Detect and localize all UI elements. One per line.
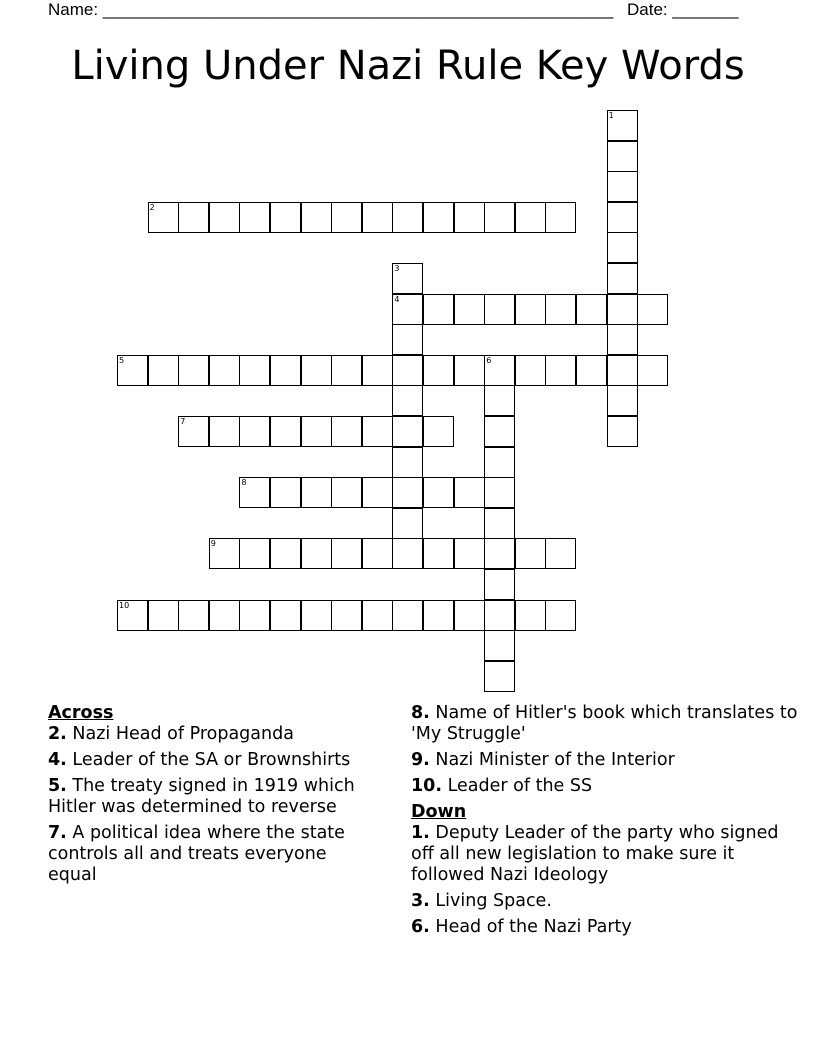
clue-text: Nazi Minister of the Interior (435, 750, 675, 770)
clue-text: Name of Hitler's book which translates to 'My Struggle' (411, 703, 798, 744)
grid-cell[interactable] (362, 600, 393, 631)
clue-text: Head of the Nazi Party (435, 917, 632, 937)
grid-cell[interactable] (117, 355, 148, 386)
clue-text: Nazi Head of Propaganda (72, 724, 294, 744)
grid-cell[interactable] (270, 355, 301, 386)
clue-down-6 (411, 917, 801, 938)
grid-cell[interactable] (301, 416, 332, 447)
clues-column-left (48, 703, 378, 891)
grid-cell[interactable] (392, 508, 423, 539)
grid-cell[interactable] (270, 416, 301, 447)
clue-down-3 (411, 891, 801, 912)
cell-number: 2 (149, 202, 155, 212)
grid-cell[interactable] (178, 416, 209, 447)
clue-down-1 (411, 823, 801, 886)
grid-cell[interactable] (607, 232, 638, 263)
grid-cell[interactable] (148, 600, 179, 631)
grid-cell[interactable] (423, 416, 454, 447)
grid-cell[interactable] (331, 202, 362, 233)
grid-cell[interactable] (178, 600, 209, 631)
clue-text: The treaty signed in 1919 which Hitler was determined to reverse (48, 776, 355, 817)
grid-cell[interactable] (209, 416, 240, 447)
name-line: Name: ______________________________________________________ (48, 0, 614, 19)
grid-cell[interactable] (515, 600, 546, 631)
grid-cell[interactable] (178, 202, 209, 233)
grid-cell[interactable] (209, 538, 240, 569)
clue-text: A political idea where the state controls all and treats everyone equal (48, 823, 345, 885)
grid-cell[interactable] (209, 355, 240, 386)
clue-number: 4. (48, 750, 67, 770)
grid-cell[interactable] (392, 294, 423, 325)
grid-cell[interactable] (239, 538, 270, 569)
crossword-grid (117, 110, 669, 692)
grid-cell[interactable] (178, 355, 209, 386)
clue-text: Leader of the SS (447, 776, 593, 796)
grid-cell[interactable] (484, 355, 515, 386)
grid-cell[interactable] (454, 600, 485, 631)
grid-cell[interactable] (362, 538, 393, 569)
clue-number: 9. (411, 750, 430, 770)
grid-cell[interactable] (362, 416, 393, 447)
cell-number: 8 (241, 478, 247, 488)
grid-cell[interactable] (607, 355, 638, 386)
grid-cell[interactable] (515, 202, 546, 233)
cell-number: 1 (608, 111, 614, 120)
grid-cell[interactable] (607, 171, 638, 202)
grid-cell[interactable] (301, 355, 332, 386)
down-heading: Down (411, 802, 467, 822)
grid-cell[interactable] (454, 355, 485, 386)
grid-cell[interactable] (392, 600, 423, 631)
clue-across-5 (48, 776, 378, 818)
grid-cell[interactable] (607, 416, 638, 447)
grid-cell[interactable] (484, 661, 515, 692)
grid-cell[interactable] (607, 294, 638, 325)
grid-cell[interactable] (239, 202, 270, 233)
grid-cell[interactable] (484, 477, 515, 508)
grid-cell[interactable] (607, 141, 638, 172)
grid-cell[interactable] (239, 355, 270, 386)
grid-cell[interactable] (392, 538, 423, 569)
grid-cell[interactable] (239, 477, 270, 508)
grid-cell[interactable] (362, 477, 393, 508)
grid-cell[interactable] (454, 477, 485, 508)
cell-number: 6 (486, 355, 492, 365)
clue-number: 2. (48, 724, 67, 744)
grid-cell[interactable] (515, 294, 546, 325)
grid-cell[interactable] (515, 355, 546, 386)
clue-across-4 (48, 750, 378, 771)
grid-cell[interactable] (392, 263, 423, 294)
clue-number: 6. (411, 917, 430, 937)
grid-cell[interactable] (607, 202, 638, 233)
clue-number: 1. (411, 823, 430, 843)
clue-text: Deputy Leader of the party who signed off all new legislation to make sure it followed Nazi Ideology (411, 823, 779, 885)
grid-cell[interactable] (545, 202, 576, 233)
grid-cell[interactable] (331, 600, 362, 631)
across-heading: Across (48, 703, 114, 723)
clue-across-10 (411, 776, 801, 797)
grid-cell[interactable] (331, 477, 362, 508)
cell-number: 3 (394, 264, 400, 273)
clue-number: 3. (411, 891, 430, 911)
grid-cell[interactable] (301, 600, 332, 631)
grid-cell[interactable] (270, 477, 301, 508)
grid-cell[interactable] (148, 202, 179, 233)
clue-text: Living Space. (435, 891, 552, 911)
grid-cell[interactable] (484, 385, 515, 416)
grid-cell[interactable] (637, 355, 668, 386)
grid-cell[interactable] (392, 447, 423, 478)
grid-cell[interactable] (454, 538, 485, 569)
grid-cell[interactable] (607, 385, 638, 416)
clue-number: 7. (48, 823, 67, 843)
grid-cell[interactable] (545, 538, 576, 569)
grid-cell[interactable] (301, 477, 332, 508)
grid-cell[interactable] (270, 202, 301, 233)
grid-cell[interactable] (637, 294, 668, 325)
grid-cell[interactable] (392, 477, 423, 508)
grid-cell[interactable] (392, 355, 423, 386)
cell-number: 4 (394, 294, 400, 304)
page-title: Living Under Nazi Rule Key Words (71, 43, 745, 89)
grid-cell[interactable] (484, 630, 515, 661)
grid-cell[interactable] (423, 538, 454, 569)
grid-cell[interactable] (484, 569, 515, 600)
grid-cell[interactable] (576, 355, 607, 386)
grid-cell[interactable] (331, 355, 362, 386)
grid-cell[interactable] (423, 294, 454, 325)
grid-cell[interactable] (484, 508, 515, 539)
clue-number: 8. (411, 703, 430, 723)
grid-cell[interactable] (576, 294, 607, 325)
grid-cell[interactable] (454, 202, 485, 233)
grid-cell[interactable] (392, 202, 423, 233)
clue-across-8 (411, 703, 801, 745)
grid-cell[interactable] (515, 538, 546, 569)
grid-cell[interactable] (331, 538, 362, 569)
grid-cell[interactable] (301, 538, 332, 569)
grid-cell[interactable] (423, 202, 454, 233)
grid-cell[interactable] (423, 477, 454, 508)
grid-cell[interactable] (362, 355, 393, 386)
grid-cell[interactable] (392, 324, 423, 355)
grid-cell[interactable] (331, 416, 362, 447)
grid-cell[interactable] (239, 600, 270, 631)
grid-cell[interactable] (392, 385, 423, 416)
clue-across-7 (48, 823, 378, 886)
grid-cell[interactable] (209, 202, 240, 233)
cell-number: 10 (119, 600, 130, 610)
grid-cell[interactable] (423, 600, 454, 631)
clue-number: 10. (411, 776, 443, 796)
grid-cell[interactable] (607, 110, 638, 141)
grid-cell[interactable] (484, 538, 515, 569)
grid-cell[interactable] (607, 263, 638, 294)
grid-cell[interactable] (301, 202, 332, 233)
grid-cell[interactable] (545, 294, 576, 325)
grid-cell[interactable] (607, 324, 638, 355)
grid-cell[interactable] (484, 600, 515, 631)
clue-text: Leader of the SA or Brownshirts (72, 750, 351, 770)
clue-across-2 (48, 724, 378, 745)
grid-cell[interactable] (484, 202, 515, 233)
grid-cell[interactable] (117, 600, 148, 631)
grid-cell[interactable] (423, 355, 454, 386)
grid-cell[interactable] (484, 416, 515, 447)
grid-cell[interactable] (239, 416, 270, 447)
clue-across-9 (411, 750, 801, 771)
clues-column-right (411, 703, 801, 943)
grid-cell[interactable] (270, 600, 301, 631)
grid-cell[interactable] (454, 294, 485, 325)
grid-cell[interactable] (148, 355, 179, 386)
date-line: Date: _______ (627, 0, 739, 19)
grid-cell[interactable] (270, 538, 301, 569)
cell-number: 5 (119, 355, 125, 365)
grid-cell[interactable] (392, 416, 423, 447)
grid-cell[interactable] (362, 202, 393, 233)
clue-number: 5. (48, 776, 67, 796)
cell-number: 9 (210, 539, 216, 549)
grid-cell[interactable] (209, 600, 240, 631)
grid-cell[interactable] (484, 294, 515, 325)
grid-cell[interactable] (545, 355, 576, 386)
grid-cell[interactable] (484, 447, 515, 478)
grid-cell[interactable] (545, 600, 576, 631)
cell-number: 7 (180, 417, 186, 426)
